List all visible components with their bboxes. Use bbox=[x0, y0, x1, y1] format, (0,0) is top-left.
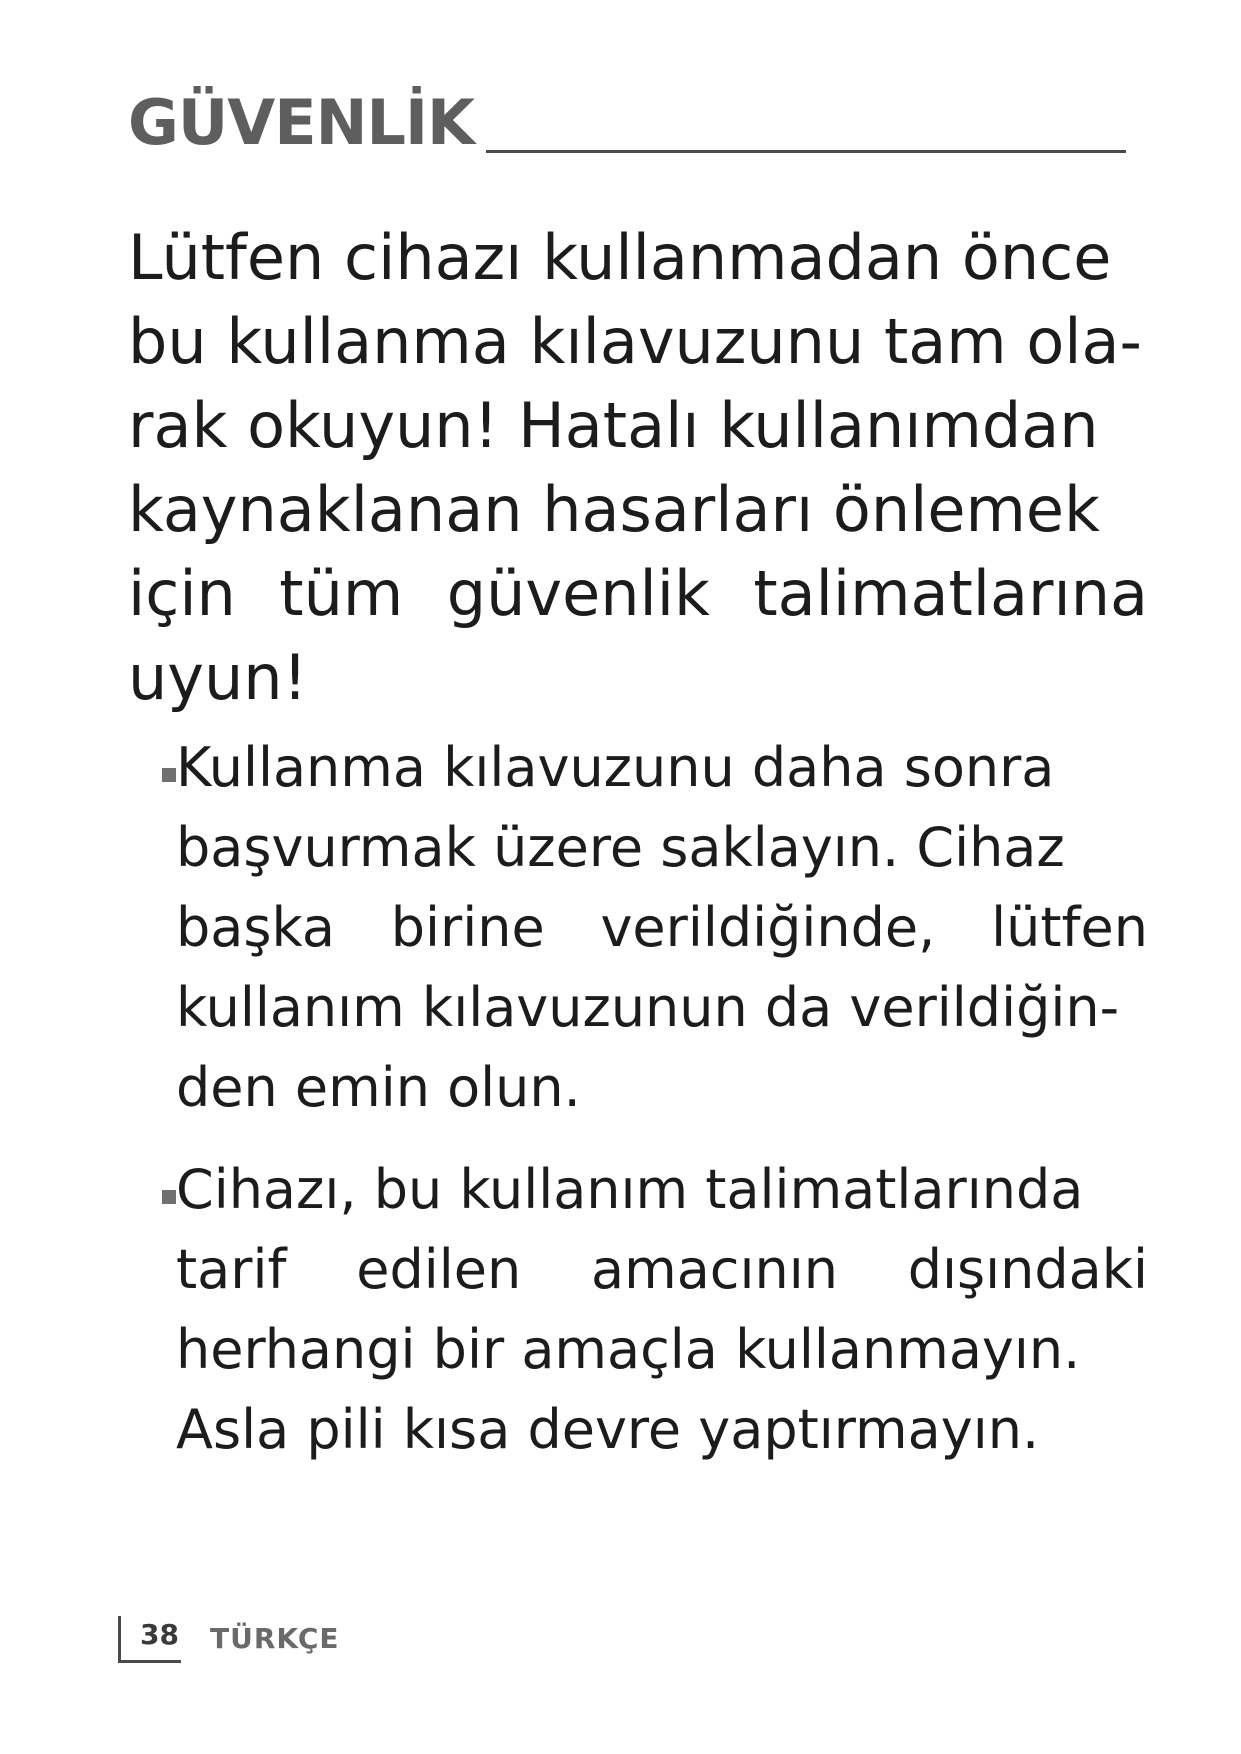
bullet-line: den emin olun. bbox=[176, 1056, 581, 1119]
section-header bbox=[128, 88, 1128, 158]
square-bullet-icon bbox=[162, 1190, 176, 1204]
list-item bbox=[162, 728, 1148, 1128]
bullet-line: Kullanma kılavuzunu daha sonra bbox=[176, 736, 1055, 799]
safety-bullet-list bbox=[162, 728, 1148, 1470]
bullet-line: başka birine verildiğinde, lütfen bbox=[176, 896, 1148, 959]
list-item bbox=[162, 1150, 1148, 1470]
intro-line: bu kullanma kılavuzunu tam ola- bbox=[128, 305, 1142, 378]
bullet-line: kullanım kılavuzunun da verildiğin- bbox=[176, 976, 1120, 1039]
intro-paragraph bbox=[128, 216, 1148, 720]
intro-line: için tüm güvenlik talimatlarına bbox=[128, 557, 1148, 630]
title-rule bbox=[486, 150, 1126, 153]
section-title: GÜVENLİK bbox=[128, 86, 475, 159]
bullet-line: Asla pili kısa devre yaptırmayın. bbox=[176, 1398, 1040, 1461]
bullet-line: Cihazı, bu kullanım talimatlarında bbox=[176, 1158, 1084, 1221]
page-number: 38 bbox=[140, 1618, 179, 1651]
square-bullet-icon bbox=[162, 768, 176, 782]
bullet-line: başvurmak üzere saklayın. Cihaz bbox=[176, 816, 1065, 879]
language-label: TÜRKÇE bbox=[210, 1622, 340, 1655]
intro-line: uyun! bbox=[128, 641, 308, 714]
intro-line: Lütfen cihazı kullanmadan önce bbox=[128, 221, 1112, 294]
intro-line: rak okuyun! Hatalı kullanımdan bbox=[128, 389, 1099, 462]
bullet-line: tarif edilen amacının dışındaki bbox=[176, 1238, 1148, 1301]
bullet-line: herhangi bir amaçla kullanmayın. bbox=[176, 1318, 1081, 1381]
page-footer bbox=[118, 1616, 438, 1664]
intro-line: kaynaklanan hasarları önlemek bbox=[128, 473, 1100, 546]
